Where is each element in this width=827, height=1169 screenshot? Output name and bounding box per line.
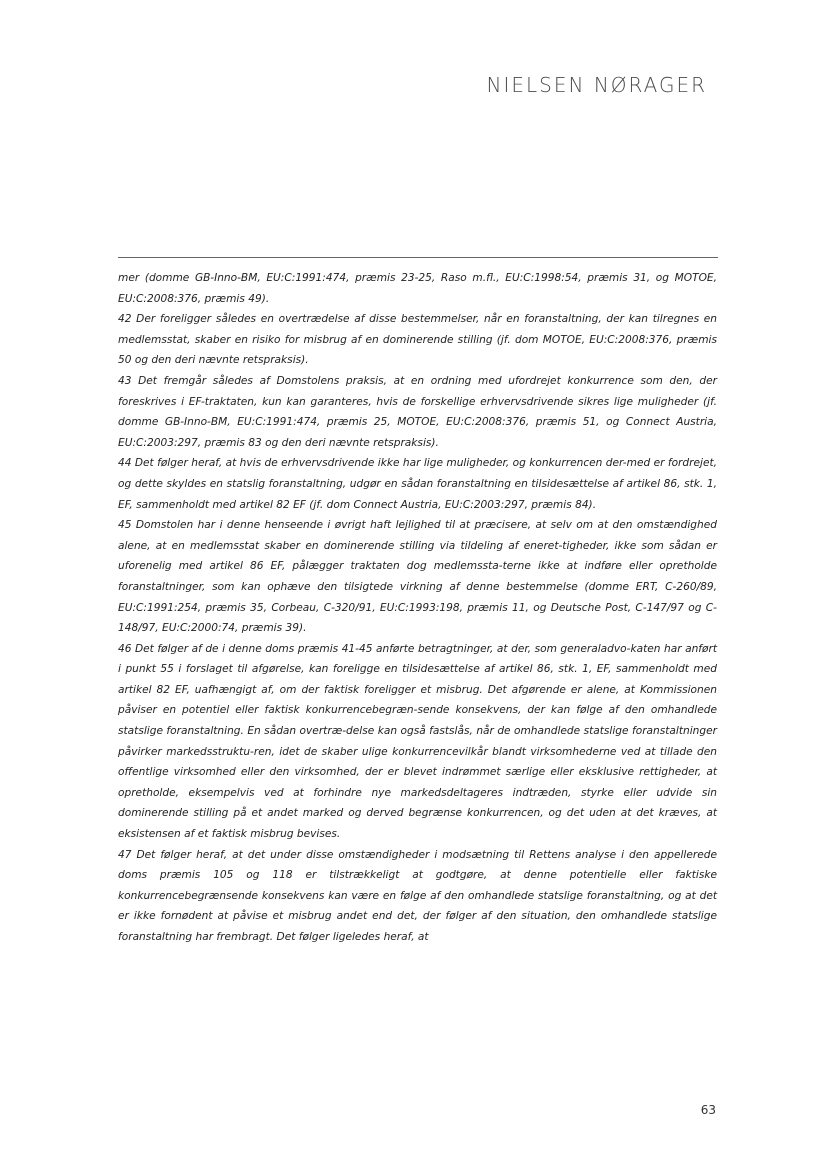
paragraph-continuation: mer (domme GB-Inno-BM, EU:C:1991:474, præmis 23-25, Raso m.fl., EU:C:1998:54, præmis 31, og MOTOE, EU:C:2008:376, præmis 49). bbox=[118, 272, 717, 305]
paragraph-44: 44 Det følger heraf, at hvis de erhvervsdrivende ikke har lige muligheder, og konkurrencen der-med er fordrejet, og dette skyldes en statslig foranstaltning, udgør en sådan foranstaltning en tilsidesættelse af artikel 86, stk. 1, EF, sammenholdt med artikel 82 EF (jf. dom Connect Austria, EU:C:2003:297, præmis 84). bbox=[118, 457, 717, 511]
page-number: 63 bbox=[700, 1103, 716, 1117]
paragraph-46: 46 Det følger af de i denne doms præmis 41-45 anførte betragtninger, at der, som generaladvo-katen har anført i punkt 55 i forslaget til afgørelse, kan foreligge en tilsidesættelse af artikel 86, stk. 1, EF, sammenholdt med artikel 82 EF, uafhængigt af, om der faktisk foreligger et misbrug. Det afgørende er alene, at Kommissionen påviser en potentiel eller faktisk konkurrencebegræn-sende konsekvens, der kan følge af den omhandlede statslige foranstaltning. En sådan overtræ-delse kan også fastslås, når de omhandlede statslige foranstaltninger påvirker markedsstruktu-ren, idet de skaber ulige konkurrencevilkår blandt virksomhederne ved at tillade den offentlige virksomhed eller den virksomhed, der er blevet indrømmet særlige eller eksklusive rettigheder, at opretholde, eksempelvis ved at forhindre nye markedsdeltageres indtræden, styrke eller udvide sin dominerende stilling på et andet marked og derved begrænse konkurrencen, og det uden at det kræves, at eksistensen af et faktisk misbrug bevises. bbox=[118, 642, 717, 841]
paragraph-45: 45 Domstolen har i denne henseende i øvrigt haft lejlighed til at præcisere, at selv om at den omstændighed alene, at en medlemsstat skaber en dominerende stilling via tildeling af eneret-tigheder, ikke som sådan er uforenelig med artikel 86 EF, pålægger traktaten dog medlemssta-terne ikke at indføre eller opretholde foranstaltninger, som kan ophæve den tilsigtede virkning af denne bestemmelse (domme ERT, C-260/89, EU:C:1991:254, præmis 35, Corbeau, C-320/91, EU:C:1993:198, præmis 11, og Deutsche Post, C-147/97 og C-148/97, EU:C:2000:74, præmis 39). bbox=[118, 519, 717, 635]
publisher-logo: NIELSEN NØRAGER bbox=[486, 73, 707, 97]
paragraph-42: 42 Der foreligger således en overtrædelse af disse bestemmelser, når en foranstaltning, der kan tilregnes en medlemsstat, skaber en risiko for misbrug af en dominerende stilling (jf. dom MOTOE, EU:C:2008:376, præmis 50 og den deri nævnte retspraksis). bbox=[118, 313, 717, 367]
horizontal-divider bbox=[118, 257, 718, 258]
paragraph-47: 47 Det følger heraf, at det under disse omstændigheder i modsætning til Rettens analyse i den appellerede doms præmis 105 og 118 er tilstrækkeligt at godtgøre, at denne potentielle eller faktiske konkurrencebegrænsende konsekvens kan være en følge af den omhandlede statslige foranstaltning, og at det er ikke fornødent at påvise et misbrug andet end det, der følger af den situation, den omhandlede statslige foranstaltning har frembragt. Det følger ligeledes heraf, at bbox=[118, 848, 717, 943]
paragraph-43: 43 Det fremgår således af Domstolens praksis, at en ordning med ufordrejet konkurrence som den, der foreskrives i EF-traktaten, kun kan garanteres, hvis de forskellige erhvervsdrivende sikres lige muligheder (jf. domme GB-Inno-BM, EU:C:1991:474, præmis 25, MOTOE, EU:C:2008:376, præmis 51, og Connect Austria, EU:C:2003:297, præmis 83 og den deri nævnte retspraksis). bbox=[118, 374, 717, 449]
document-body bbox=[118, 268, 717, 948]
